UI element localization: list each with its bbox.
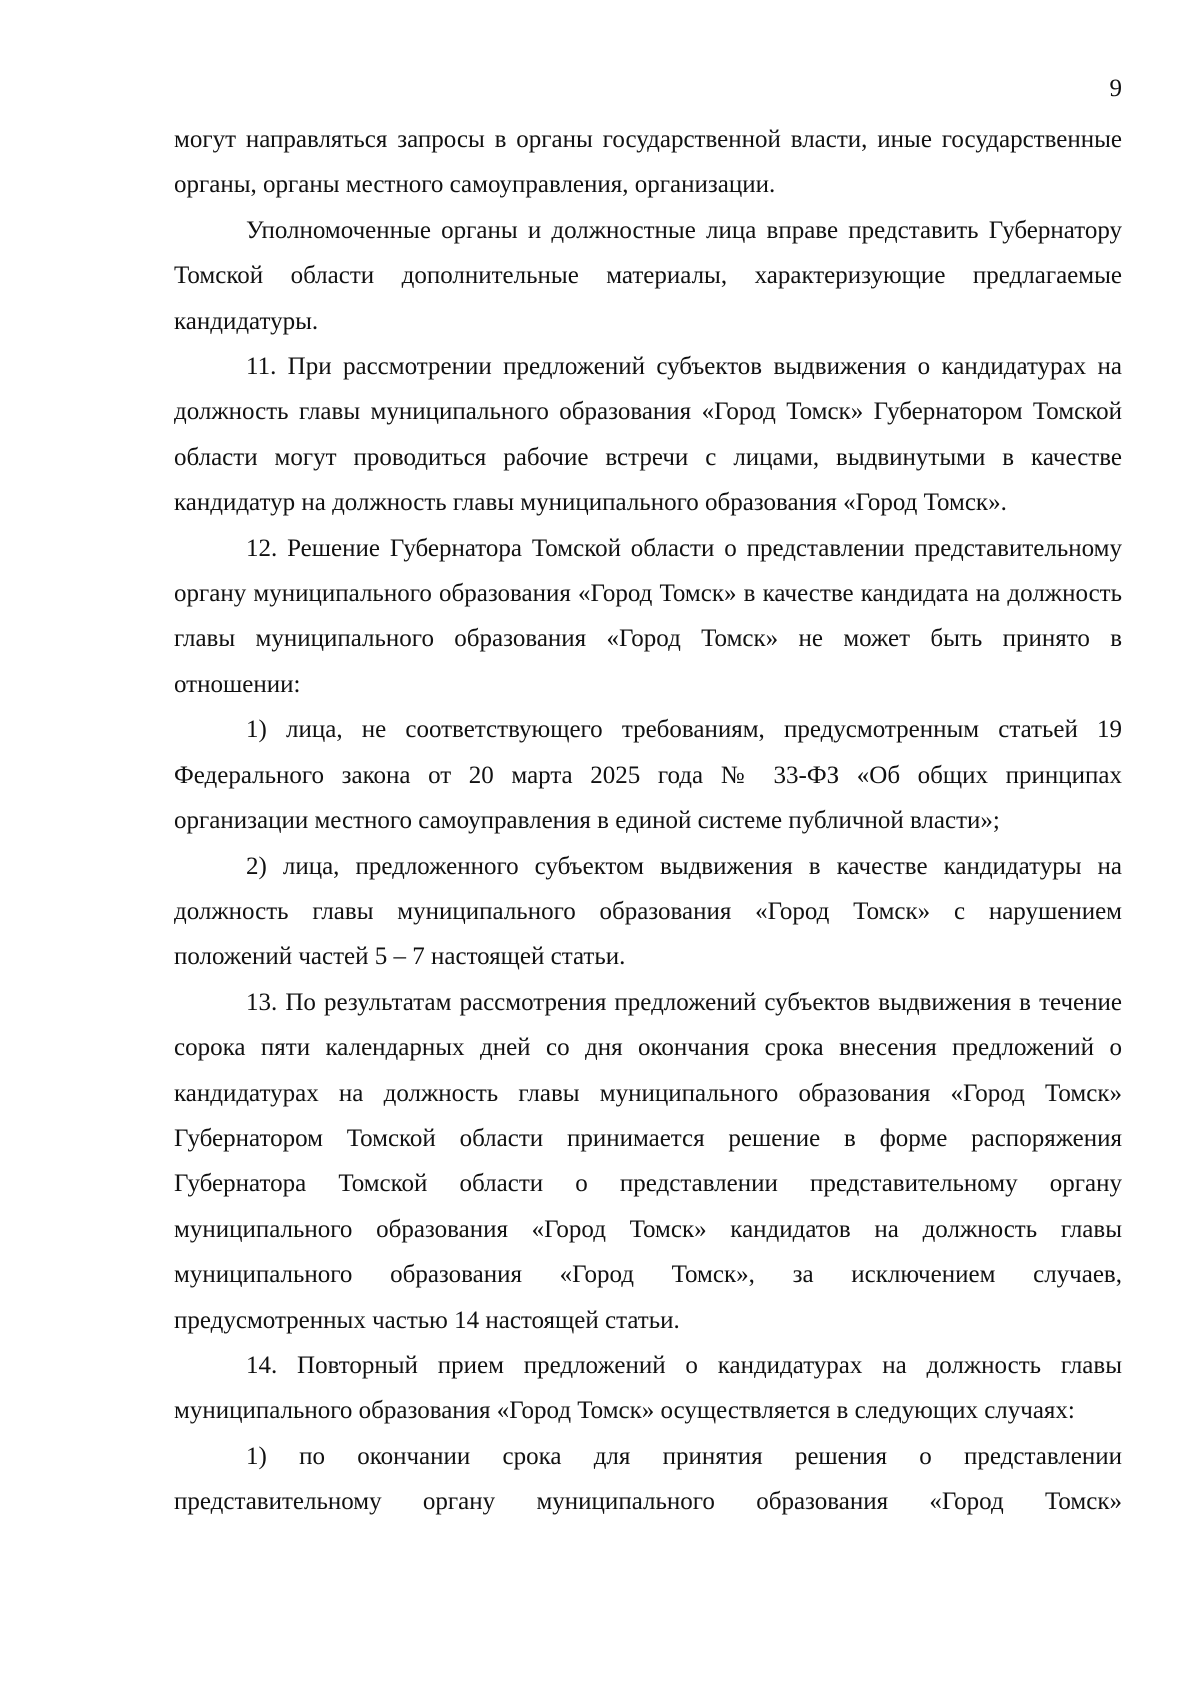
paragraph-continuation: могут направляться запросы в органы государственной власти, иные государственные органы, органы местного самоуправления, организации.	[174, 126, 1122, 199]
document-body	[174, 117, 1122, 1525]
paragraph-item-13: 13. По результатам рассмотрения предложений субъектов выдвижения в течение сорока пяти календарных дней со дня окончания срока внесения предложений о кандидатурах на должность главы муниципального образования «Город Томск» Губернатором Томской области принимается решение в форме распоряжения Губернатора Томской области о представлении представительному органу муниципального образования «Город Томск» кандидатов на должность главы муниципального образования «Город Томск», за исключением случаев, предусмотренных частью 14 настоящей статьи.	[174, 988, 1122, 1334]
page-number: 9	[1109, 75, 1122, 102]
paragraph-authorized-bodies: Уполномоченные органы и должностные лица вправе представить Губернатору Томской области дополнительные материалы, характеризующие предлагаемые кандидатуры.	[174, 216, 1122, 335]
paragraph-item-12-sub-1: 1) лица, не соответствующего требованиям, предусмотренным статьей 19 Федерального закона от 20 марта 2025 года № 33-ФЗ «Об общих принципах организации местного самоуправления в единой системе публичной власти»;	[174, 716, 1122, 835]
paragraph-item-12-sub-2: 2) лица, предложенного субъектом выдвижения в качестве кандидатуры на должность главы муниципального образования «Город Томск» с нарушением положений частей 5 – 7 настоящей статьи.	[174, 852, 1122, 971]
paragraph-item-11: 11. При рассмотрении предложений субъектов выдвижения о кандидатурах на должность главы муниципального образования «Город Томск» Губернатором Томской области могут проводиться рабочие встречи с лицами, выдвинутыми в качестве кандидатур на должность главы муниципального образования «Город Томск».	[174, 353, 1122, 517]
paragraph-item-14: 14. Повторный прием предложений о кандидатурах на должность главы муниципального образования «Город Томск» осуществляется в следующих случаях:	[174, 1351, 1122, 1425]
paragraph-item-12: 12. Решение Губернатора Томской области о представлении представительному органу муниципального образования «Город Томск» в качестве кандидата на должность главы муниципального образования «Город Томск» не может быть принято в отношении:	[174, 534, 1122, 698]
paragraph-item-14-sub-1: 1) по окончании срока для принятия решения о представлении представительному органу муниципального образования «Город Томск»	[174, 1442, 1122, 1516]
